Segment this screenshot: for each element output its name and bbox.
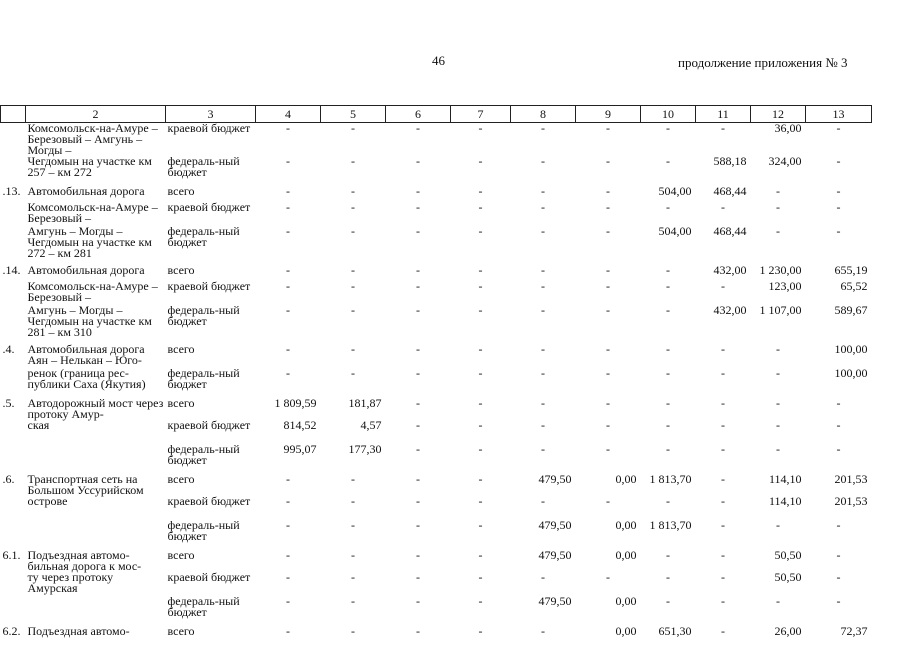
funding-source: всего xyxy=(166,626,256,642)
value-cell: - xyxy=(696,344,751,368)
object-name: Подъездная автомо- xyxy=(26,626,166,642)
value-cell: - xyxy=(321,265,386,281)
value-cell: - xyxy=(451,474,511,496)
value-cell: - xyxy=(256,305,321,338)
value-cell: - xyxy=(696,420,751,444)
value-cell: - xyxy=(321,496,386,520)
value-cell: - xyxy=(321,572,386,596)
table-row xyxy=(1,123,872,157)
value-cell: - xyxy=(751,444,806,468)
value-cell: 50,50 xyxy=(751,572,806,596)
column-header: 4 xyxy=(256,106,321,123)
value-cell: - xyxy=(451,368,511,392)
value-cell: - xyxy=(256,626,321,642)
value-cell: - xyxy=(511,626,576,642)
value-cell: - xyxy=(451,156,511,180)
value-cell: - xyxy=(641,596,696,620)
value-cell: - xyxy=(386,186,451,202)
funding-source: федераль-ный бюджет xyxy=(166,444,256,468)
value-cell: - xyxy=(386,123,451,157)
value-cell: - xyxy=(386,496,451,520)
table-row xyxy=(1,398,872,420)
value-cell: - xyxy=(451,123,511,157)
value-cell: - xyxy=(641,420,696,444)
value-cell: - xyxy=(751,520,806,544)
value-cell: - xyxy=(511,344,576,368)
value-cell: - xyxy=(576,398,641,420)
value-cell: - xyxy=(576,444,641,468)
row-id: 6.1. xyxy=(1,550,26,572)
value-cell: - xyxy=(511,368,576,392)
value-cell: 324,00 xyxy=(751,156,806,180)
value-cell: - xyxy=(451,550,511,572)
column-header: 6 xyxy=(386,106,451,123)
value-cell: - xyxy=(511,444,576,468)
value-cell: - xyxy=(321,596,386,620)
value-cell: - xyxy=(806,596,872,620)
value-cell: - xyxy=(806,398,872,420)
value-cell: 0,00 xyxy=(576,626,641,642)
value-cell: - xyxy=(321,626,386,642)
funding-source: всего xyxy=(166,265,256,281)
value-cell: 1 107,00 xyxy=(751,305,806,338)
value-cell: - xyxy=(386,444,451,468)
row-id: 6.2. xyxy=(1,626,26,642)
value-cell: - xyxy=(696,596,751,620)
value-cell: - xyxy=(451,186,511,202)
value-cell: - xyxy=(386,398,451,420)
funding-source: краевой бюджет xyxy=(166,496,256,520)
value-cell: 201,53 xyxy=(806,474,872,496)
value-cell: 72,37 xyxy=(806,626,872,642)
group-spacer xyxy=(1,642,872,648)
value-cell: - xyxy=(256,186,321,202)
value-cell: 432,00 xyxy=(696,265,751,281)
value-cell: - xyxy=(751,344,806,368)
value-cell: 100,00 xyxy=(806,368,872,392)
object-name xyxy=(26,596,166,620)
value-cell: 4,57 xyxy=(321,420,386,444)
funding-source: федераль-ный бюджет xyxy=(166,305,256,338)
row-id: .6. xyxy=(1,474,26,496)
value-cell: 1 809,59 xyxy=(256,398,321,420)
value-cell: - xyxy=(576,572,641,596)
value-cell: 1 230,00 xyxy=(751,265,806,281)
value-cell: - xyxy=(386,520,451,544)
value-cell: - xyxy=(641,368,696,392)
value-cell: - xyxy=(696,398,751,420)
row-id xyxy=(1,123,26,157)
value-cell: - xyxy=(641,305,696,338)
row-id: .4. xyxy=(1,344,26,368)
value-cell: - xyxy=(451,226,511,259)
value-cell: - xyxy=(321,344,386,368)
row-id xyxy=(1,305,26,338)
value-cell: - xyxy=(256,572,321,596)
row-id xyxy=(1,156,26,180)
value-cell: - xyxy=(511,305,576,338)
value-cell: - xyxy=(751,398,806,420)
value-cell: - xyxy=(451,281,511,305)
row-id: .5. xyxy=(1,398,26,420)
value-cell: 995,07 xyxy=(256,444,321,468)
value-cell: - xyxy=(451,202,511,226)
value-cell: - xyxy=(641,202,696,226)
value-cell: - xyxy=(576,344,641,368)
value-cell: - xyxy=(751,226,806,259)
row-id xyxy=(1,202,26,226)
value-cell: - xyxy=(386,156,451,180)
table-row xyxy=(1,420,872,444)
funding-source: федераль-ный бюджет xyxy=(166,520,256,544)
row-id xyxy=(1,444,26,468)
value-cell: - xyxy=(806,226,872,259)
value-cell: 651,30 xyxy=(641,626,696,642)
value-cell: - xyxy=(696,474,751,496)
object-name: Автомобильная дорога xyxy=(26,265,166,281)
value-cell: - xyxy=(321,123,386,157)
value-cell: - xyxy=(386,344,451,368)
value-cell: - xyxy=(696,496,751,520)
object-name: Комсомольск-на-Амуре – Березовый – Амгунь – Могды – xyxy=(26,123,166,157)
value-cell: - xyxy=(696,444,751,468)
row-id xyxy=(1,572,26,596)
row-id: .13. xyxy=(1,186,26,202)
value-cell: - xyxy=(386,226,451,259)
value-cell: 588,18 xyxy=(696,156,751,180)
object-name xyxy=(26,520,166,544)
value-cell: - xyxy=(321,202,386,226)
value-cell: - xyxy=(511,156,576,180)
funding-source: краевой бюджет xyxy=(166,281,256,305)
table-row xyxy=(1,572,872,596)
value-cell: - xyxy=(641,398,696,420)
value-cell: - xyxy=(386,474,451,496)
table-row xyxy=(1,202,872,226)
value-cell: - xyxy=(641,344,696,368)
row-id: .14. xyxy=(1,265,26,281)
value-cell: - xyxy=(511,202,576,226)
value-cell: - xyxy=(806,420,872,444)
value-cell: - xyxy=(386,550,451,572)
object-name: Амгунь – Могды – Чегдомын на участке км 272 – км 281 xyxy=(26,226,166,259)
value-cell: 504,00 xyxy=(641,226,696,259)
table-row xyxy=(1,496,872,520)
value-cell: 479,50 xyxy=(511,474,576,496)
value-cell: - xyxy=(386,420,451,444)
value-cell: - xyxy=(321,305,386,338)
value-cell: - xyxy=(641,265,696,281)
row-id xyxy=(1,368,26,392)
value-cell: - xyxy=(256,474,321,496)
value-cell: - xyxy=(321,281,386,305)
column-header xyxy=(1,106,26,123)
value-cell: - xyxy=(321,186,386,202)
row-id xyxy=(1,281,26,305)
row-id xyxy=(1,420,26,444)
value-cell: - xyxy=(256,344,321,368)
object-name: острове xyxy=(26,496,166,520)
value-cell: - xyxy=(751,368,806,392)
table-row xyxy=(1,550,872,572)
column-header: 9 xyxy=(576,106,641,123)
value-cell: - xyxy=(806,550,872,572)
value-cell: - xyxy=(576,156,641,180)
value-cell: 50,50 xyxy=(751,550,806,572)
object-name: Автомобильная дорога Аян – Нелькан – Юго- xyxy=(26,344,166,368)
table-row xyxy=(1,444,872,468)
funding-source: краевой бюджет xyxy=(166,420,256,444)
table-row xyxy=(1,344,872,368)
column-header: 11 xyxy=(696,106,751,123)
value-cell: 479,50 xyxy=(511,520,576,544)
value-cell: 0,00 xyxy=(576,596,641,620)
table-row xyxy=(1,226,872,259)
funding-source: краевой бюджет xyxy=(166,123,256,157)
value-cell: - xyxy=(451,265,511,281)
object-name: Автомобильная дорога xyxy=(26,186,166,202)
value-cell: - xyxy=(256,156,321,180)
funding-source: всего xyxy=(166,398,256,420)
object-name: ская xyxy=(26,420,166,444)
value-cell: - xyxy=(751,420,806,444)
value-cell: - xyxy=(386,281,451,305)
value-cell: 123,00 xyxy=(751,281,806,305)
value-cell: - xyxy=(386,596,451,620)
value-cell: - xyxy=(806,572,872,596)
value-cell: - xyxy=(641,572,696,596)
value-cell: 26,00 xyxy=(751,626,806,642)
value-cell: - xyxy=(641,156,696,180)
value-cell: - xyxy=(751,202,806,226)
value-cell: - xyxy=(576,265,641,281)
value-cell: - xyxy=(451,398,511,420)
value-cell: 1 813,70 xyxy=(641,520,696,544)
spacer-cell xyxy=(1,642,872,648)
value-cell: 0,00 xyxy=(576,520,641,544)
value-cell: - xyxy=(386,572,451,596)
value-cell: - xyxy=(696,626,751,642)
value-cell: - xyxy=(386,305,451,338)
value-cell: - xyxy=(696,550,751,572)
row-id xyxy=(1,226,26,259)
value-cell: - xyxy=(321,226,386,259)
table-body xyxy=(1,123,872,648)
value-cell: - xyxy=(641,123,696,157)
budget-table xyxy=(0,105,872,648)
column-header: 13 xyxy=(806,106,872,123)
value-cell: - xyxy=(511,420,576,444)
value-cell: - xyxy=(751,596,806,620)
value-cell: 814,52 xyxy=(256,420,321,444)
value-cell: 0,00 xyxy=(576,474,641,496)
value-cell: - xyxy=(806,156,872,180)
value-cell: - xyxy=(321,156,386,180)
value-cell: - xyxy=(451,344,511,368)
column-header-row xyxy=(1,106,872,123)
value-cell: 201,53 xyxy=(806,496,872,520)
value-cell: - xyxy=(451,420,511,444)
column-header: 7 xyxy=(451,106,511,123)
column-header: 5 xyxy=(321,106,386,123)
value-cell: - xyxy=(386,265,451,281)
value-cell: - xyxy=(321,368,386,392)
value-cell: - xyxy=(256,281,321,305)
value-cell: 1 813,70 xyxy=(641,474,696,496)
table-row xyxy=(1,474,872,496)
value-cell: - xyxy=(386,368,451,392)
object-name: Чегдомын на участке км 257 – км 272 xyxy=(26,156,166,180)
value-cell: - xyxy=(806,186,872,202)
row-id xyxy=(1,520,26,544)
column-header: 8 xyxy=(511,106,576,123)
value-cell: - xyxy=(641,281,696,305)
value-cell: - xyxy=(511,265,576,281)
value-cell: - xyxy=(641,496,696,520)
column-header: 2 xyxy=(26,106,166,123)
value-cell: 468,44 xyxy=(696,186,751,202)
page-number: 46 xyxy=(432,53,445,69)
value-cell: - xyxy=(576,186,641,202)
funding-source: всего xyxy=(166,186,256,202)
value-cell: - xyxy=(256,596,321,620)
value-cell: - xyxy=(576,202,641,226)
value-cell: - xyxy=(576,368,641,392)
object-name: Транспортная сеть на Большом Уссурийском xyxy=(26,474,166,496)
value-cell: 181,87 xyxy=(321,398,386,420)
value-cell: 432,00 xyxy=(696,305,751,338)
value-cell: - xyxy=(511,123,576,157)
value-cell: - xyxy=(806,444,872,468)
table-row xyxy=(1,156,872,180)
value-cell: - xyxy=(451,496,511,520)
value-cell: - xyxy=(641,550,696,572)
funding-source: федераль-ный бюджет xyxy=(166,368,256,392)
value-cell: - xyxy=(576,123,641,157)
column-header: 12 xyxy=(751,106,806,123)
value-cell: - xyxy=(696,572,751,596)
object-name: ту через протоку Амурская xyxy=(26,572,166,596)
funding-source: федераль-ный бюджет xyxy=(166,596,256,620)
object-name: Комсомольск-на-Амуре – Березовый – xyxy=(26,281,166,305)
value-cell: - xyxy=(451,626,511,642)
value-cell: - xyxy=(321,520,386,544)
table-row xyxy=(1,596,872,620)
value-cell: - xyxy=(321,550,386,572)
value-cell: - xyxy=(451,305,511,338)
value-cell: - xyxy=(511,226,576,259)
value-cell: - xyxy=(256,496,321,520)
value-cell: 0,00 xyxy=(576,550,641,572)
value-cell: - xyxy=(641,444,696,468)
value-cell: - xyxy=(386,626,451,642)
value-cell: - xyxy=(256,368,321,392)
value-cell: - xyxy=(321,474,386,496)
funding-source: всего xyxy=(166,474,256,496)
value-cell: 479,50 xyxy=(511,596,576,620)
value-cell: 100,00 xyxy=(806,344,872,368)
value-cell: - xyxy=(806,202,872,226)
value-cell: - xyxy=(451,572,511,596)
table-row xyxy=(1,368,872,392)
value-cell: - xyxy=(696,202,751,226)
column-header: 10 xyxy=(641,106,696,123)
funding-source: всего xyxy=(166,550,256,572)
value-cell: 36,00 xyxy=(751,123,806,157)
value-cell: - xyxy=(696,368,751,392)
object-name xyxy=(26,444,166,468)
value-cell: - xyxy=(511,398,576,420)
value-cell: - xyxy=(256,226,321,259)
funding-source: всего xyxy=(166,344,256,368)
column-header: 3 xyxy=(166,106,256,123)
value-cell: - xyxy=(511,281,576,305)
value-cell: - xyxy=(256,123,321,157)
value-cell: 589,67 xyxy=(806,305,872,338)
value-cell: - xyxy=(751,186,806,202)
value-cell: - xyxy=(256,550,321,572)
value-cell: - xyxy=(511,572,576,596)
table-row xyxy=(1,305,872,338)
value-cell: - xyxy=(256,265,321,281)
value-cell: - xyxy=(576,281,641,305)
value-cell: - xyxy=(576,496,641,520)
value-cell: 65,52 xyxy=(806,281,872,305)
value-cell: - xyxy=(386,202,451,226)
object-name: Подъездная автомо-бильная дорога к мос- xyxy=(26,550,166,572)
value-cell: 468,44 xyxy=(696,226,751,259)
value-cell: 114,10 xyxy=(751,496,806,520)
object-name: Амгунь – Могды – Чегдомын на участке км 281 – км 310 xyxy=(26,305,166,338)
object-name: Комсомольск-на-Амуре – Березовый – xyxy=(26,202,166,226)
value-cell: 655,19 xyxy=(806,265,872,281)
object-name: ренок (граница рес-публики Саха (Якутия) xyxy=(26,368,166,392)
funding-source: федераль-ный бюджет xyxy=(166,226,256,259)
row-id xyxy=(1,496,26,520)
value-cell: - xyxy=(451,596,511,620)
value-cell: - xyxy=(256,202,321,226)
continuation-note: продолжение приложения № 3 xyxy=(678,55,847,71)
value-cell: 114,10 xyxy=(751,474,806,496)
value-cell: 479,50 xyxy=(511,550,576,572)
value-cell: - xyxy=(511,186,576,202)
value-cell: - xyxy=(576,305,641,338)
value-cell: - xyxy=(256,520,321,544)
value-cell: - xyxy=(576,226,641,259)
funding-source: федераль-ный бюджет xyxy=(166,156,256,180)
value-cell: - xyxy=(696,123,751,157)
table-row xyxy=(1,281,872,305)
row-id xyxy=(1,596,26,620)
value-cell: - xyxy=(451,520,511,544)
value-cell: - xyxy=(576,420,641,444)
value-cell: - xyxy=(806,123,872,157)
funding-source: краевой бюджет xyxy=(166,202,256,226)
value-cell: - xyxy=(696,520,751,544)
table-row xyxy=(1,520,872,544)
value-cell: 504,00 xyxy=(641,186,696,202)
value-cell: - xyxy=(696,281,751,305)
object-name: Автодорожный мост через протоку Амур- xyxy=(26,398,166,420)
value-cell: - xyxy=(806,520,872,544)
value-cell: 177,30 xyxy=(321,444,386,468)
value-cell: - xyxy=(511,496,576,520)
funding-source: краевой бюджет xyxy=(166,572,256,596)
value-cell: - xyxy=(451,444,511,468)
